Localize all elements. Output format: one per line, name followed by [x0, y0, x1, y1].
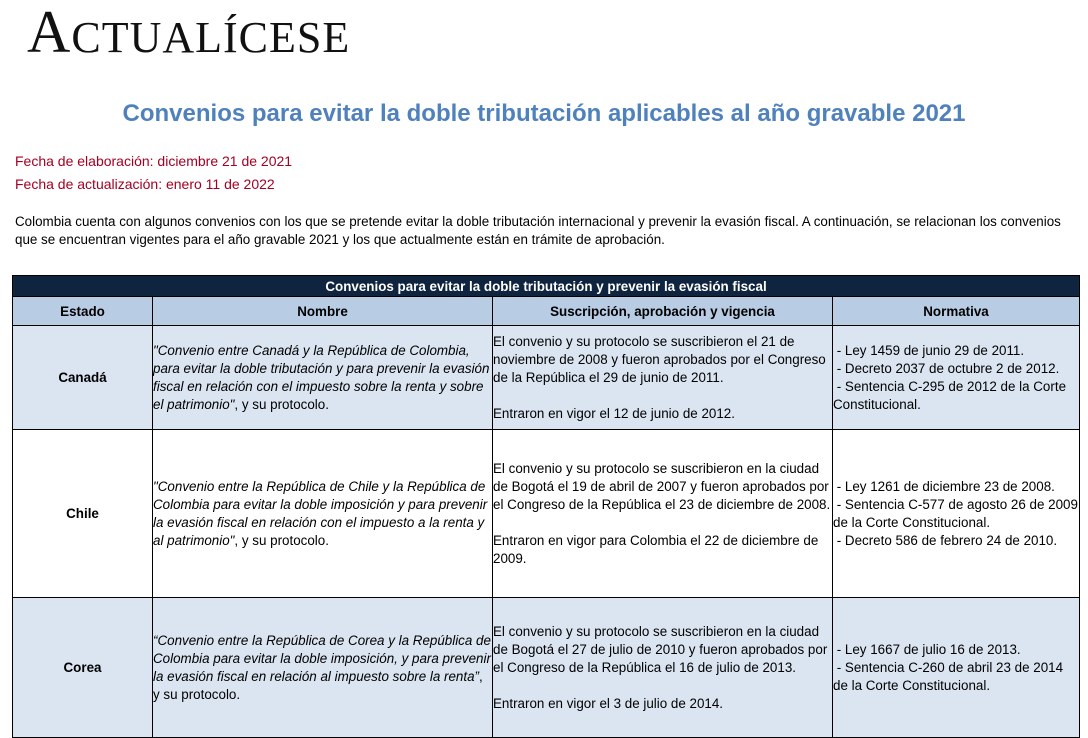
header-vigencia: Suscripción, aprobación y vigencia	[493, 297, 833, 326]
vigencia-cell	[493, 326, 833, 430]
normativa-item: - Sentencia C-295 de 2012 de la Corte Constitucional.	[833, 378, 1070, 412]
table-row	[13, 598, 1080, 738]
nombre-text: "Convenio entre Canadá y la República de Colombia, para evitar la doble tributación y para prevenir la evasión fiscal en relación con el impuesto sobre la renta y sobre el patrimonio"	[153, 342, 490, 412]
fecha-elaboracion: Fecha de elaboración: diciembre 21 de 2021	[15, 153, 293, 169]
nombre-text: “Convenio entre la República de Corea y la República de Colombia para evitar la doble imposición, y para prevenir la evasión fiscal en relación al impuesto sobre la renta”	[153, 632, 491, 684]
vigencia-cell	[493, 430, 833, 598]
table-header-row	[13, 297, 1080, 326]
nombre-text: "Convenio entre la República de Chile y la República de Colombia para evitar la doble imposición y para prevenir la evasión fiscal en relación con el impuesto a la renta y al patrimonio"	[153, 478, 488, 548]
normativa-item: - Ley 1261 de diciembre 23 de 2008.	[833, 478, 1055, 494]
estado-cell: Corea	[13, 598, 153, 738]
vigencia-vigor: Entraron en vigor para Colombia el 22 de diciembre de 2009.	[493, 532, 819, 566]
nombre-tail: , y su protocolo.	[234, 396, 329, 412]
vigencia-vigor: Entraron en vigor el 3 de julio de 2014.	[493, 695, 724, 711]
normativa-cell	[833, 598, 1080, 738]
table-row	[13, 430, 1080, 598]
estado-cell: Canadá	[13, 326, 153, 430]
header-nombre: Nombre	[153, 297, 493, 326]
normativa-item: - Sentencia C-260 de abril 23 de 2014 de la Corte Constitucional.	[833, 659, 1067, 693]
page-title: Convenios para evitar la doble tributación aplicables al año gravable 2021	[122, 100, 966, 127]
estado-cell: Chile	[13, 430, 153, 598]
intro-paragraph: Colombia cuenta con algunos convenios con los que se pretende evitar la doble tributación internacional y prevenir la evasión fiscal. A continuación, se relacionan los convenios que se encuentran vigentes para el año gravable 2021 y los que actualmente están en trámite de aprobación.	[15, 214, 1061, 247]
logo-initial: A	[27, 0, 72, 65]
normativa-item: - Decreto 586 de febrero 24 de 2010.	[833, 532, 1058, 548]
header-estado: Estado	[13, 297, 153, 326]
vigencia-vigor: Entraron en vigor el 12 de junio de 2012.	[493, 405, 735, 421]
vigencia-suscripcion: El convenio y su protocolo se suscribieron en la ciudad de Bogotá el 19 de abril de 2007 y fueron aprobados por el Congreso de la República el 23 de diciembre de 2008.	[493, 460, 831, 512]
normativa-cell	[833, 430, 1080, 598]
normativa-item: - Decreto 2037 de octubre 2 de 2012.	[833, 360, 1060, 376]
table-row	[13, 326, 1080, 430]
normativa-cell	[833, 326, 1080, 430]
fecha-actualizacion: Fecha de actualización: enero 11 de 2022	[15, 176, 275, 192]
nombre-tail: , y su protocolo.	[153, 668, 483, 702]
nombre-cell	[153, 598, 493, 738]
nombre-cell	[153, 430, 493, 598]
header-normativa: Normativa	[833, 297, 1080, 326]
nombre-cell	[153, 326, 493, 430]
normativa-item: - Ley 1459 de junio 29 de 2011.	[833, 342, 1025, 358]
table-caption: Convenios para evitar la doble tributación y prevenir la evasión fiscal	[13, 276, 1080, 297]
logo-rest: CTUALÍCESE	[71, 13, 351, 62]
vigencia-suscripcion: El convenio y su protocolo se suscribieron el 21 de noviembre de 2008 y fueron aprobados por el Congreso de la República el 29 de junio de 2011.	[493, 333, 826, 385]
normativa-item: - Sentencia C-577 de agosto 26 de 2009 de la Corte Constitucional.	[833, 496, 1082, 530]
table-caption-row	[13, 276, 1080, 297]
vigencia-cell	[493, 598, 833, 738]
vigencia-suscripcion: El convenio y su protocolo se suscribieron en la ciudad de Bogotá el 27 de julio de 2010 y fueron aprobados por el Congreso de la República el 16 de julio de 2013.	[493, 623, 828, 675]
nombre-tail: , y su protocolo.	[234, 532, 329, 548]
logo	[27, 2, 350, 68]
normativa-item: - Ley 1667 de julio 16 de 2013.	[833, 641, 1021, 657]
convenios-table	[12, 275, 1080, 738]
